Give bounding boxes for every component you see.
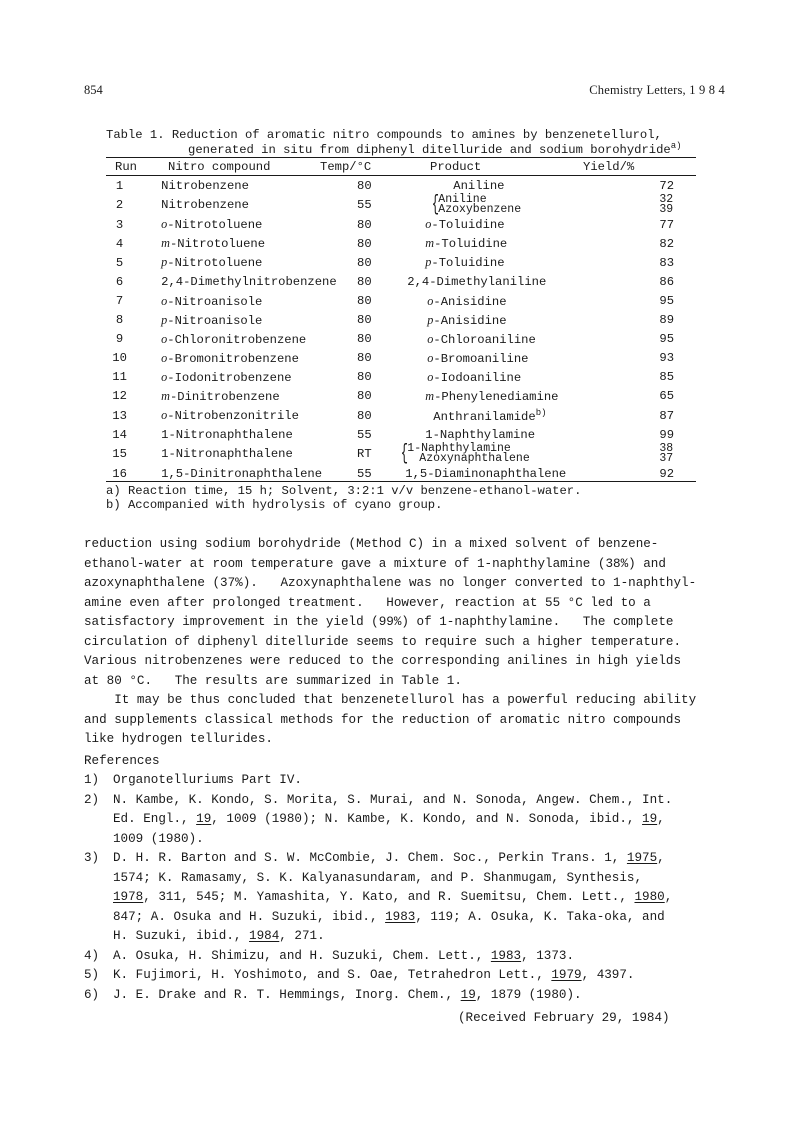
table-top-rule xyxy=(106,157,696,158)
cell-run: 9 xyxy=(115,332,124,347)
reference-number: 3) xyxy=(84,851,100,865)
cell-run: 10 xyxy=(112,351,127,366)
cell-compound: 1-Nitronaphthalene xyxy=(161,447,293,462)
cell-compound: Nitrobenzene xyxy=(161,198,249,213)
cell-product: o-Bromoaniline xyxy=(427,350,529,366)
table-caption-line1: Table 1. Reduction of aromatic nitro compounds to amines by benzenetellurol, xyxy=(106,128,662,142)
reference-line: D. H. R. Barton and S. W. McCombie, J. Chem. Soc., Perkin Trans. 1, 1975, xyxy=(113,851,665,865)
cell-temp: RT xyxy=(357,447,372,462)
table-row xyxy=(106,368,696,387)
cell-product: p-Toluidine xyxy=(425,255,505,271)
body-line: like hydrogen tellurides. xyxy=(84,732,273,746)
table-row xyxy=(106,311,696,330)
table-row xyxy=(106,234,696,253)
cell-yield: 99 xyxy=(659,427,675,442)
cell-temp: 80 xyxy=(357,178,372,193)
body-line: It may be thus concluded that benzenetellurol has a powerful reducing ability xyxy=(84,693,697,707)
col-header-compound: Nitro compound xyxy=(168,160,271,174)
cell-compound: o-Bromonitrobenzene xyxy=(161,350,299,366)
cell-yield: 95 xyxy=(659,294,675,309)
cell-yield: 32 39 xyxy=(659,193,674,217)
table-bottom-rule xyxy=(106,481,696,482)
col-header-yield: Yield/% xyxy=(583,160,635,174)
cell-product: m-Phenylenediamine xyxy=(425,388,559,404)
cell-temp: 80 xyxy=(357,236,372,251)
cell-yield: 72 xyxy=(659,178,675,193)
reference-line: 847; A. Osuka and H. Suzuki, ibid., 1983, 119; A. Osuka, K. Taka-oka, and xyxy=(113,909,665,924)
results-table xyxy=(106,176,696,483)
cell-yield: 95 xyxy=(659,332,675,347)
cell-run: 1 xyxy=(115,178,124,193)
cell-run: 13 xyxy=(112,408,127,423)
reference-line: 1009 (1980). xyxy=(113,831,204,846)
body-line: amine even after prolonged treatment. However, reaction at 55 °C led to a xyxy=(84,595,651,610)
cell-product: p-Anisidine xyxy=(427,312,507,328)
reference-line: H. Suzuki, ibid., 1984, 271. xyxy=(113,929,325,943)
cell-compound: m-Dinitrobenzene xyxy=(161,388,280,404)
body-line: at 80 °C. The results are summarized in Table 1. xyxy=(84,673,462,688)
reference-number: 5) xyxy=(84,968,100,982)
cell-yield: 83 xyxy=(659,255,675,270)
cell-yield: 87 xyxy=(659,408,675,423)
reference-line: Ed. Engl., 19, 1009 (1980); N. Kambe, K. Kondo, and N. Sonoda, ibid., 19, xyxy=(113,812,665,826)
cell-product: o-Toluidine xyxy=(425,217,505,233)
cell-compound: Nitrobenzene xyxy=(161,178,249,193)
table-row xyxy=(106,215,696,234)
page-number: 854 xyxy=(84,83,103,97)
cell-yield: 85 xyxy=(659,370,675,385)
volume-underlined: 1983 xyxy=(385,909,416,924)
body-line: circulation of diphenyl ditelluride seems to require such a higher temperature. xyxy=(84,634,682,649)
body-line: ethanol-water at room temperature gave a mixture of 1-naphthylamine (38%) and xyxy=(84,556,666,571)
cell-temp: 55 xyxy=(357,466,372,481)
cell-temp: 80 xyxy=(357,274,372,289)
cell-product: 1-Naphthylamine xyxy=(425,427,536,442)
cell-product: o-Iodoaniline xyxy=(427,369,522,385)
body-line: azoxynaphthalene (37%). Azoxynaphthalene was no longer converted to 1-naphthyl- xyxy=(84,576,697,590)
cell-yield: 86 xyxy=(659,274,675,289)
cell-compound: o-Chloronitrobenzene xyxy=(161,331,307,347)
cell-product: m-Toluidine xyxy=(425,236,508,252)
cell-compound: 1-Nitronaphthalene xyxy=(161,427,293,442)
cell-compound: 1,5-Dinitronaphthalene xyxy=(161,466,323,481)
table-caption-line2: generated in situ from diphenyl ditelluride and sodium borohydride$^{a)}$ xyxy=(188,141,682,158)
cell-temp: 55 xyxy=(357,198,372,213)
cell-run: 12 xyxy=(112,389,127,404)
cell-temp: 80 xyxy=(357,389,372,404)
cell-temp: 80 xyxy=(357,255,372,270)
table-row xyxy=(106,387,696,406)
col-header-run: Run xyxy=(115,160,137,174)
body-line: Various nitrobenzenes were reduced to the corresponding anilines in high yields xyxy=(84,654,682,668)
cell-run: 15 xyxy=(112,447,127,462)
cell-compound: o-Nitrotoluene xyxy=(161,217,263,233)
volume-underlined: 1983 xyxy=(490,948,522,963)
reference-line: A. Osuka, H. Shimizu, and H. Suzuki, Chem. Lett., 1983, 1373. xyxy=(113,948,575,963)
reference-line: 1978, 311, 545; M. Yamashita, Y. Kato, and R. Suemitsu, Chem. Lett., 1980, xyxy=(113,890,673,904)
journal-header: Chemistry Letters, 1 9 8 4 xyxy=(589,83,725,97)
cell-yield: 38 37 xyxy=(659,442,674,466)
cell-temp: 80 xyxy=(357,408,372,423)
col-header-temp: Temp/°C xyxy=(320,160,372,174)
table-row xyxy=(106,330,696,349)
reference-line: Organotelluriums Part IV. xyxy=(113,773,302,787)
table-row xyxy=(106,195,696,215)
cell-compound: o-Nitrobenzonitrile xyxy=(161,408,299,424)
cell-run: 16 xyxy=(112,466,127,481)
body-line: satisfactory improvement in the yield (99%) of 1-naphthylamine. The complete xyxy=(84,615,674,629)
table-row xyxy=(106,444,696,464)
cell-product: Aniline xyxy=(453,178,505,193)
body-line: reduction using sodium borohydride (Method C) in a mixed solvent of benzene- xyxy=(84,537,659,551)
received-date: (Received February 29, 1984) xyxy=(458,1011,670,1025)
cell-compound: o-Iodonitrobenzene xyxy=(161,369,292,385)
cell-yield: 65 xyxy=(659,389,675,404)
cell-run: 5 xyxy=(115,255,124,270)
table-row xyxy=(106,253,696,272)
col-header-product: Product xyxy=(430,160,482,174)
reference-number: 4) xyxy=(84,948,100,963)
table-row xyxy=(106,272,696,291)
references-heading: References xyxy=(84,754,160,768)
reference-number: 2) xyxy=(84,792,100,807)
cell-run: 7 xyxy=(115,294,124,309)
brace-mark: { xyxy=(432,192,440,218)
cell-product: 1,5-Diaminonaphthalene xyxy=(405,466,567,481)
brace-mark: { xyxy=(401,441,409,467)
cell-product: 2,4-Dimethylaniline xyxy=(407,274,547,289)
cell-compound: 2,4-Dimethylnitrobenzene xyxy=(161,274,337,289)
cell-run: 3 xyxy=(115,217,124,232)
cell-temp: 80 xyxy=(357,332,372,347)
table-row xyxy=(106,349,696,368)
cell-yield: 93 xyxy=(659,351,675,366)
table-row xyxy=(106,176,696,195)
cell-product: o-Chloroaniline xyxy=(427,331,536,347)
volume-underlined: 1980 xyxy=(634,890,665,904)
cell-run: 11 xyxy=(112,370,127,385)
volume-underlined: 19 xyxy=(642,812,658,826)
table-row xyxy=(106,291,696,310)
cell-yield: 82 xyxy=(659,236,675,251)
cell-temp: 80 xyxy=(357,351,372,366)
volume-underlined: 19 xyxy=(196,812,212,826)
table-footnote-a: a) Reaction time, 15 h; Solvent, 3:2:1 v/v benzene-ethanol-water. xyxy=(106,484,582,498)
cell-compound: o-Nitroanisole xyxy=(161,293,263,309)
cell-product: Anthranilamide$^{b)}$ xyxy=(433,407,547,424)
volume-underlined: 19 xyxy=(460,987,476,1002)
table-row xyxy=(106,406,696,425)
reference-line: N. Kambe, K. Kondo, S. Morita, S. Murai, and N. Sonoda, Angew. Chem., Int. xyxy=(113,792,673,807)
cell-compound: m-Nitrotoluene xyxy=(161,236,266,252)
volume-underlined: 1984 xyxy=(249,929,280,943)
cell-temp: 55 xyxy=(357,427,372,442)
cell-run: 6 xyxy=(115,274,124,289)
cell-temp: 80 xyxy=(357,313,372,328)
cell-product: o-Anisidine xyxy=(427,293,507,309)
cell-temp: 80 xyxy=(357,217,372,232)
volume-underlined: 1975 xyxy=(626,851,658,865)
cell-product: { Aniline Azoxybenzene xyxy=(432,192,522,218)
cell-product: { 1-Naphthylamine Azoxynaphthalene xyxy=(401,441,530,467)
cell-run: 2 xyxy=(115,198,124,213)
cell-temp: 80 xyxy=(357,370,372,385)
cell-run: 8 xyxy=(115,313,124,328)
cell-compound: p-Nitroanisole xyxy=(161,312,263,328)
reference-line: J. E. Drake and R. T. Hemmings, Inorg. Chem., 19, 1879 (1980). xyxy=(113,987,582,1002)
table-footnote-b: b) Accompanied with hydrolysis of cyano group. xyxy=(106,498,443,512)
cell-yield: 77 xyxy=(659,217,675,232)
reference-number: 1) xyxy=(84,773,100,787)
cell-run: 4 xyxy=(115,236,124,251)
volume-underlined: 1978 xyxy=(113,890,144,904)
reference-line: K. Fujimori, H. Yoshimoto, and S. Oae, Tetrahedron Lett., 1979, 4397. xyxy=(113,968,635,982)
volume-underlined: 1979 xyxy=(551,968,582,982)
reference-line: 1574; K. Ramasamy, S. K. Kalyanasundaram, and P. Shanmugam, Synthesis, xyxy=(113,870,643,885)
reference-number: 6) xyxy=(84,987,100,1002)
cell-run: 14 xyxy=(112,427,127,442)
cell-yield: 89 xyxy=(659,313,675,328)
cell-compound: p-Nitrotoluene xyxy=(161,255,263,271)
body-line: and supplements classical methods for the reduction of aromatic nitro compounds xyxy=(84,712,682,727)
cell-temp: 80 xyxy=(357,294,372,309)
cell-yield: 92 xyxy=(659,466,675,481)
